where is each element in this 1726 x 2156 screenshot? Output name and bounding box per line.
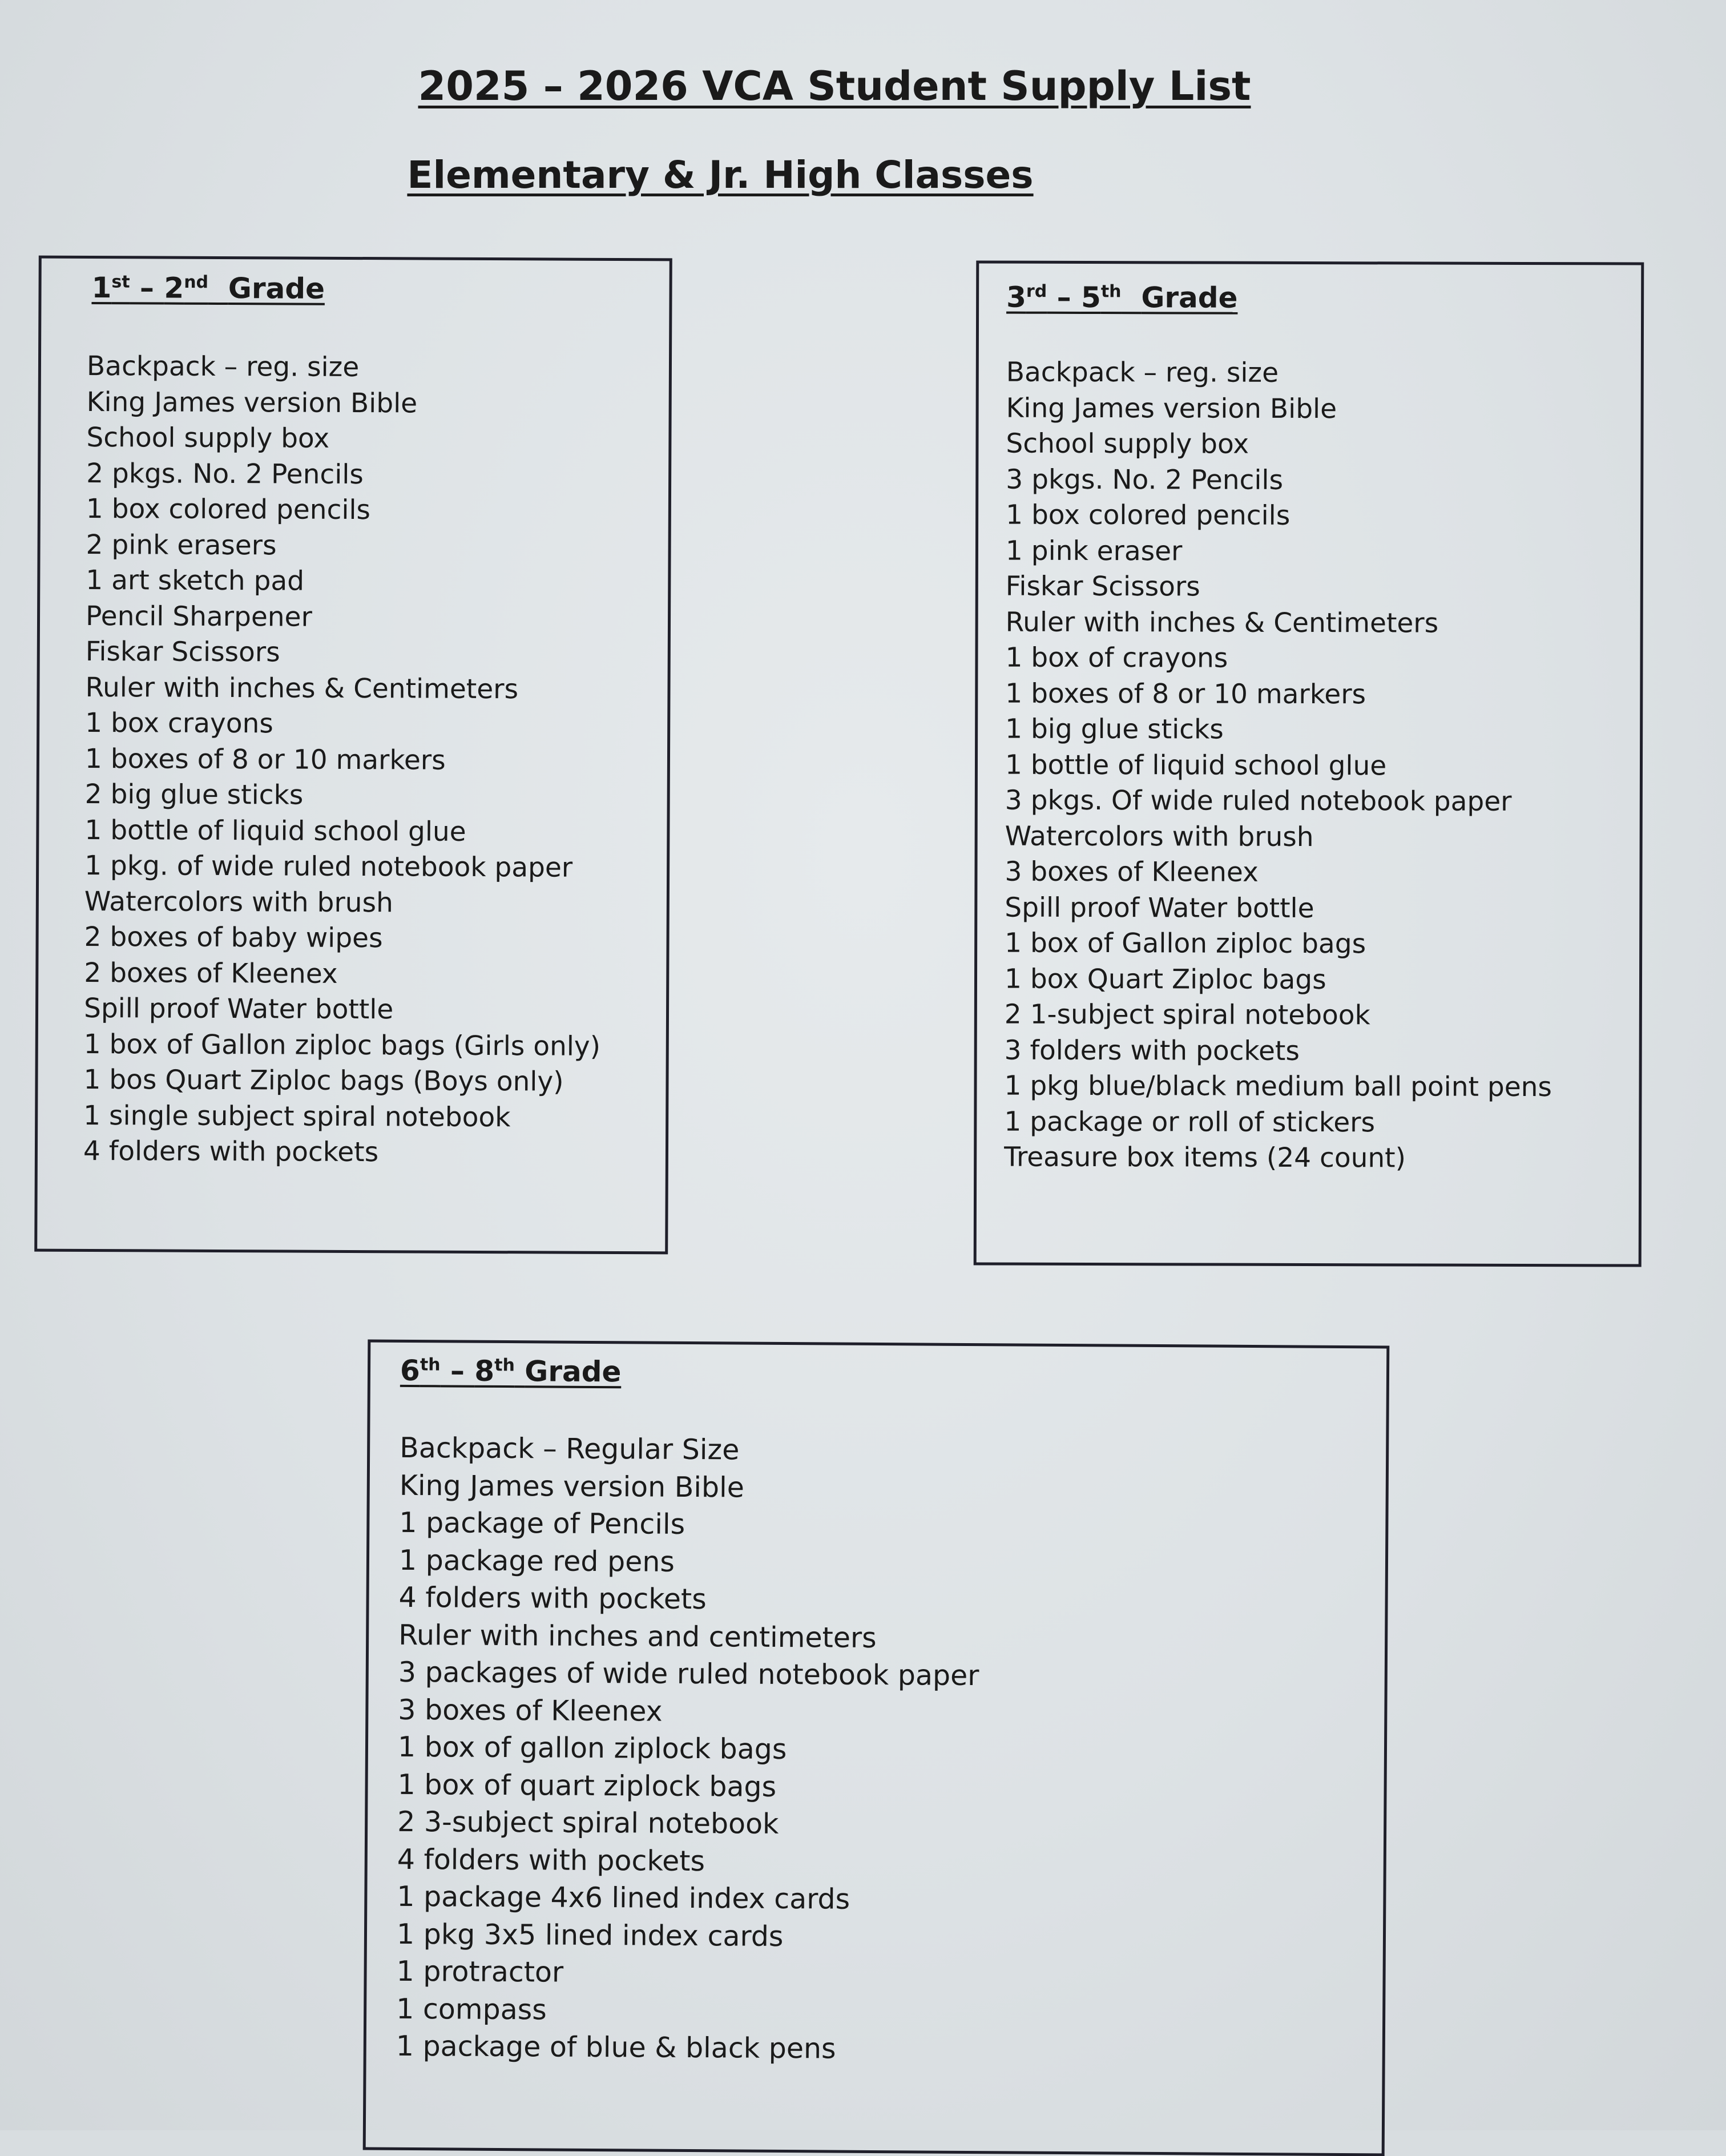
grade-word: Grade	[228, 272, 325, 305]
list-item: 1 bottle of liquid school glue	[84, 814, 466, 848]
list-item: 1 compass	[396, 1992, 547, 2026]
list-item: 1 pkg. of wide ruled notebook paper	[84, 849, 573, 884]
grade-word: Grade	[525, 1355, 622, 1389]
grade-to-suffix: nd	[184, 272, 209, 293]
page-subtitle: Elementary & Jr. High Classes	[407, 153, 1034, 197]
list-item: 1 pkg 3x5 lined index cards	[396, 1917, 784, 1953]
list-item: 1 pkg blue/black medium ball point pens	[1004, 1070, 1552, 1103]
list-item: Spill proof Water bottle	[1005, 892, 1314, 924]
list-item: 1 pink eraser	[1005, 535, 1183, 567]
list-item: King James version Bible	[86, 386, 418, 419]
grade-heading: 6th – 8th Grade	[400, 1353, 622, 1389]
list-item: 1 box of Gallon ziploc bags	[1005, 927, 1366, 960]
list-item: 1 bos Quart Ziploc bags (Boys only)	[83, 1063, 564, 1098]
list-item: 1 box of crayons	[1005, 642, 1228, 674]
grade-heading: 3rd – 5th Grade	[1006, 280, 1238, 315]
list-item: 3 folders with pockets	[1004, 1034, 1300, 1067]
list-item: Backpack – reg. size	[86, 350, 360, 384]
list-item: 1 package or roll of stickers	[1004, 1106, 1376, 1138]
list-item: Watercolors with brush	[84, 885, 393, 918]
list-item: Ruler with inches & Centimeters	[1005, 606, 1439, 639]
list-item: Treasure box items (24 count)	[1004, 1141, 1406, 1174]
list-item: 1 bottle of liquid school glue	[1005, 749, 1387, 781]
grade-word: Grade	[1141, 281, 1238, 315]
grade-6-8-box	[363, 1340, 1390, 2156]
list-item: 1 single subject spiral notebook	[83, 1099, 511, 1133]
grade-to: 5	[1080, 280, 1101, 315]
list-item: Watercolors with brush	[1005, 820, 1314, 853]
page-title: 2025 – 2026 VCA Student Supply List	[418, 63, 1251, 110]
grade-to: 8	[474, 1354, 495, 1388]
list-item: Ruler with inches & Centimeters	[85, 671, 519, 705]
grade-heading: 1st – 2nd Grade	[91, 271, 325, 305]
grade-from: 3	[1006, 280, 1027, 314]
list-item: 1 box of Gallon ziploc bags (Girls only)	[83, 1028, 601, 1062]
list-item: 1 box of quart ziplock bags	[397, 1768, 777, 1803]
grade-from-suffix: th	[420, 1355, 441, 1375]
list-item: King James version Bible	[1006, 392, 1337, 425]
list-item: 3 boxes of Kleenex	[398, 1693, 663, 1728]
list-item: 2 pink erasers	[86, 529, 277, 561]
supply-list	[1004, 355, 1554, 1177]
list-item: 1 package of Pencils	[399, 1506, 685, 1541]
list-item: 2 pkgs. No. 2 Pencils	[86, 457, 364, 490]
list-item: 1 protractor	[396, 1954, 564, 1989]
list-item: 1 package of blue & black pens	[396, 2029, 836, 2065]
list-item: 1 package red pens	[398, 1544, 675, 1578]
list-item: 1 box crayons	[85, 707, 273, 740]
list-item: 1 boxes of 8 or 10 markers	[84, 743, 446, 776]
list-item: Pencil Sharpener	[85, 600, 312, 633]
grade-to-suffix: th	[494, 1355, 515, 1376]
list-item: Backpack – Regular Size	[400, 1431, 740, 1466]
list-item: 4 folders with pockets	[397, 1843, 705, 1877]
list-item: 1 box colored pencils	[86, 493, 371, 526]
grade-from-suffix: rd	[1026, 281, 1047, 302]
list-item: 3 pkgs. No. 2 Pencils	[1006, 464, 1284, 496]
list-item: 3 pkgs. Of wide ruled notebook paper	[1005, 784, 1512, 817]
grade-from-suffix: st	[111, 272, 130, 292]
list-item: Fiskar Scissors	[85, 635, 280, 668]
list-item: 2 boxes of Kleenex	[84, 957, 338, 990]
list-item: 1 box colored pencils	[1006, 499, 1291, 531]
list-item: 4 folders with pockets	[398, 1581, 707, 1616]
grade-3-5-box	[974, 260, 1644, 1267]
list-item: 4 folders with pockets	[83, 1135, 379, 1168]
supply-list	[83, 349, 603, 1171]
list-item: School supply box	[1006, 428, 1249, 460]
supply-list	[396, 1429, 981, 2069]
list-item: Backpack – reg. size	[1006, 356, 1279, 389]
list-item: 1 art sketch pad	[86, 564, 305, 597]
grade-to-suffix: th	[1100, 281, 1122, 302]
grade-from: 6	[400, 1353, 420, 1388]
list-item: 3 packages of wide ruled notebook paper	[398, 1655, 979, 1692]
list-item: 1 boxes of 8 or 10 markers	[1005, 678, 1366, 710]
list-item: 1 big glue sticks	[1005, 713, 1224, 745]
grade-from: 1	[91, 271, 112, 305]
list-item: Ruler with inches and centimeters	[398, 1618, 877, 1654]
list-item: 2 1-subject spiral notebook	[1004, 998, 1370, 1031]
grade-1-2-box	[34, 256, 672, 1255]
list-item: 1 package 4x6 lined index cards	[397, 1880, 850, 1916]
list-item: 2 3-subject spiral notebook	[397, 1805, 779, 1840]
list-item: King James version Bible	[399, 1469, 745, 1504]
list-item: 1 box Quart Ziploc bags	[1004, 963, 1326, 996]
list-item: 1 box of gallon ziplock bags	[397, 1730, 787, 1766]
list-item: Spill proof Water bottle	[83, 992, 394, 1026]
list-item: 3 boxes of Kleenex	[1005, 856, 1259, 888]
list-item: 2 boxes of baby wipes	[84, 921, 383, 954]
list-item: Fiskar Scissors	[1005, 570, 1200, 603]
grade-to: 2	[164, 271, 184, 305]
list-item: School supply box	[86, 421, 330, 454]
list-item: 2 big glue sticks	[84, 778, 304, 811]
